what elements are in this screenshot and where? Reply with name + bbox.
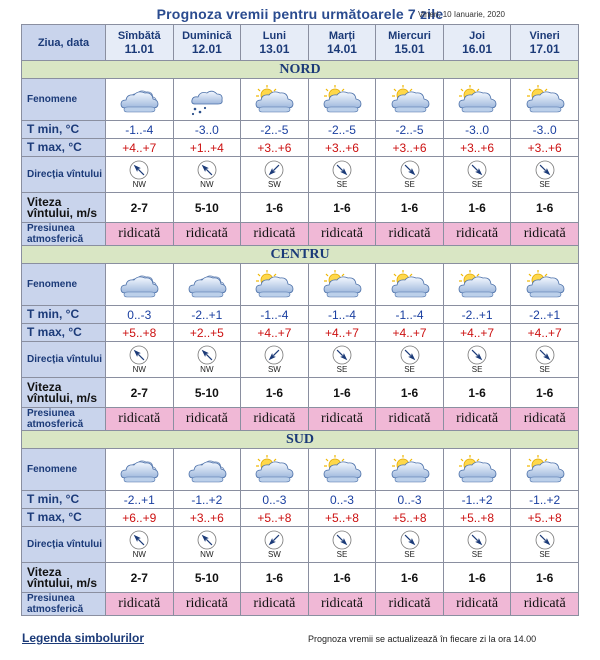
tmin-value: -3..0 [443, 121, 511, 139]
tmax-value: +6..+9 [106, 509, 174, 527]
wind-arrow-icon [332, 160, 352, 180]
wind-direction-cell [308, 527, 376, 563]
partly-cloudy-icon [455, 454, 499, 486]
day-header [173, 25, 241, 61]
row-label-tmax: T max, °C [22, 324, 106, 342]
tmax-value: +3..+6 [308, 139, 376, 157]
wind-speed-value: 5-10 [173, 563, 241, 593]
wind-speed-value: 1-6 [511, 193, 579, 223]
cloudy-icon [185, 454, 229, 486]
partly-cloudy-icon [320, 269, 364, 301]
region-row-nord [22, 61, 579, 79]
wind-arrow-icon [400, 530, 420, 550]
pressure-value: ridicată [376, 593, 444, 616]
day-date: 17.01 [529, 41, 560, 56]
day-header [511, 25, 579, 61]
row-viteza [22, 563, 579, 593]
wind-direction-text: NW [132, 365, 146, 374]
row-presiunea [22, 593, 579, 616]
partly-cloudy-icon [252, 269, 296, 301]
wind-arrow-icon [400, 160, 420, 180]
day-date: 12.01 [191, 41, 222, 56]
tmax-value: +2..+5 [173, 324, 241, 342]
weather-cell [106, 449, 174, 491]
day-date: 15.01 [394, 41, 425, 56]
wind-direction-cell [376, 527, 444, 563]
wind-direction-cell [173, 527, 241, 563]
weather-cell [511, 79, 579, 121]
wind-direction-text: SE [539, 365, 551, 374]
row-label-presiunea: Presiunea atmosferică [22, 593, 106, 616]
weather-cell [376, 449, 444, 491]
wind-direction-cell [511, 157, 579, 193]
wind-speed-value: 1-6 [376, 378, 444, 408]
wind-direction-text: SE [404, 180, 415, 189]
wind-direction-text: SE [404, 365, 415, 374]
tmin-value: 0..-3 [308, 491, 376, 509]
row-label-directia: Direcția vîntului [22, 342, 106, 378]
wind-arrow-icon [264, 530, 284, 550]
weather-cell [173, 264, 241, 306]
weather-cell [308, 79, 376, 121]
row-fenomene [22, 79, 579, 121]
tmin-value: -2..+1 [106, 491, 174, 509]
region-row-centru [22, 246, 579, 264]
partly-cloudy-icon [523, 84, 567, 116]
wind-arrow-icon [535, 160, 555, 180]
row-label-tmin: T min, °C [22, 121, 106, 139]
tmax-value: +5..+8 [308, 509, 376, 527]
tmin-value: -1..+2 [511, 491, 579, 509]
day-date: 11.01 [124, 41, 154, 56]
partly-cloudy-icon [252, 84, 296, 116]
tmax-value: +5..+8 [241, 509, 309, 527]
pressure-value: ridicată [511, 408, 579, 431]
wind-speed-value: 1-6 [443, 378, 511, 408]
wind-direction-text: SW [267, 550, 281, 559]
wind-direction-text: SE [539, 550, 551, 559]
weather-cell [173, 449, 241, 491]
days-header-row [22, 25, 579, 61]
tmin-value: -2..-5 [376, 121, 444, 139]
tmax-value: +4..+7 [308, 324, 376, 342]
region-name: SUD [22, 431, 579, 449]
wind-arrow-icon [467, 345, 487, 365]
row-label-presiunea: Presiunea atmosferică [22, 223, 106, 246]
row-label-viteza: Viteza vîntului, m/s [22, 378, 106, 408]
day-name: Luni [262, 29, 287, 42]
row-directia [22, 157, 579, 193]
wind-speed-value: 1-6 [308, 563, 376, 593]
day-name: Miercuri [388, 29, 431, 42]
wind-speed-value: 1-6 [241, 193, 309, 223]
row-tmin [22, 121, 579, 139]
wind-direction-text: NW [132, 180, 146, 189]
pressure-value: ridicată [241, 223, 309, 246]
row-label-fenomene: Fenomene [22, 79, 106, 121]
pressure-value: ridicată [376, 223, 444, 246]
partly-cloudy-icon [320, 454, 364, 486]
day-name: Marți [328, 29, 356, 42]
region-row-sud [22, 431, 579, 449]
partly-cloudy-icon [455, 84, 499, 116]
wind-direction-cell [106, 342, 174, 378]
tmax-value: +4..+7 [511, 324, 579, 342]
weather-cell [106, 79, 174, 121]
weather-cell [308, 264, 376, 306]
page-title: Prognoza vremii pentru următoarele 7 zile [156, 6, 444, 22]
wind-speed-value: 1-6 [511, 378, 579, 408]
partly-cloudy-icon [320, 84, 364, 116]
partly-cloudy-icon [388, 454, 432, 486]
pressure-value: ridicată [173, 408, 241, 431]
wind-arrow-icon [467, 160, 487, 180]
day-header [241, 25, 309, 61]
pressure-value: ridicată [106, 223, 174, 246]
tmin-value: -2..-5 [308, 121, 376, 139]
tmax-value: +3..+6 [443, 139, 511, 157]
wind-direction-text: SE [336, 180, 348, 189]
tmin-value: -1..-4 [376, 306, 444, 324]
region-name: CENTRU [22, 246, 579, 264]
day-header [376, 25, 444, 61]
weather-cell [241, 449, 309, 491]
wind-arrow-icon [129, 160, 149, 180]
row-viteza [22, 378, 579, 408]
row-directia [22, 342, 579, 378]
pressure-value: ridicată [173, 593, 241, 616]
weather-cell [241, 264, 309, 306]
wind-direction-text: SE [404, 550, 415, 559]
pressure-value: ridicată [308, 408, 376, 431]
row-presiunea [22, 223, 579, 246]
wind-speed-value: 1-6 [376, 563, 444, 593]
row-label-tmin: T min, °C [22, 306, 106, 324]
tmax-value: +5..+8 [511, 509, 579, 527]
tmin-value: -2..-5 [241, 121, 309, 139]
tmax-value: +5..+8 [443, 509, 511, 527]
row-tmin [22, 306, 579, 324]
day-header [308, 25, 376, 61]
tmin-value: 0..-3 [241, 491, 309, 509]
row-viteza [22, 193, 579, 223]
wind-speed-value: 2-7 [106, 378, 174, 408]
wind-direction-cell [241, 527, 309, 563]
wind-arrow-icon [197, 530, 217, 550]
wind-speed-value: 2-7 [106, 193, 174, 223]
tmin-value: -2..+1 [511, 306, 579, 324]
pressure-value: ridicată [443, 593, 511, 616]
pressure-value: ridicată [173, 223, 241, 246]
tmin-value: -3..0 [511, 121, 579, 139]
wind-arrow-icon [197, 160, 217, 180]
wind-direction-cell [308, 342, 376, 378]
tmax-value: +5..+8 [106, 324, 174, 342]
wind-direction-text: SE [471, 550, 483, 559]
wind-speed-value: 2-7 [106, 563, 174, 593]
wind-direction-cell [443, 157, 511, 193]
wind-direction-text: NW [132, 550, 146, 559]
wind-direction-text: SW [267, 180, 281, 189]
region-name: NORD [22, 61, 579, 79]
cloudy-icon [117, 454, 161, 486]
tmin-value: -1..-4 [106, 121, 174, 139]
current-date: Vineri, 10 Ianuarie, 2020 [417, 10, 505, 19]
tmax-value: +4..+7 [241, 324, 309, 342]
pressure-value: ridicată [241, 593, 309, 616]
wind-arrow-icon [197, 345, 217, 365]
row-tmax [22, 509, 579, 527]
wind-direction-text: NW [200, 550, 214, 559]
partly-cloudy-icon [252, 454, 296, 486]
weather-cell [106, 264, 174, 306]
wind-arrow-icon [129, 345, 149, 365]
tmax-value: +4..+7 [106, 139, 174, 157]
wind-direction-cell [106, 157, 174, 193]
weather-cell [308, 449, 376, 491]
row-label-directia: Direcția vîntului [22, 157, 106, 193]
day-date: 14.01 [326, 41, 357, 56]
row-fenomene [22, 264, 579, 306]
wind-direction-cell [173, 342, 241, 378]
weather-cell [443, 264, 511, 306]
day-name: Sîmbătă [117, 29, 161, 42]
tmin-value: -1..-4 [308, 306, 376, 324]
row-tmax [22, 139, 579, 157]
weather-cell [241, 79, 309, 121]
row-label-directia: Direcția vîntului [22, 527, 106, 563]
wind-direction-text: SE [539, 180, 551, 189]
wind-speed-value: 1-6 [308, 193, 376, 223]
legend-link[interactable]: Legenda simbolurilor [22, 631, 145, 645]
wind-arrow-icon [535, 530, 555, 550]
cloudy-icon [117, 84, 161, 116]
wind-arrow-icon [535, 345, 555, 365]
row-label-fenomene: Fenomene [22, 264, 106, 306]
day-name: Duminică [182, 29, 232, 42]
wind-direction-cell [376, 342, 444, 378]
row-label-fenomene: Fenomene [22, 449, 106, 491]
tmax-value: +4..+7 [376, 324, 444, 342]
cloudy-icon [185, 269, 229, 301]
day-header [106, 25, 174, 61]
forecast-table [21, 24, 579, 616]
wind-direction-text: NW [200, 365, 214, 374]
pressure-value: ridicată [241, 408, 309, 431]
weather-cell [376, 264, 444, 306]
tmax-value: +1..+4 [173, 139, 241, 157]
row-label-presiunea: Presiunea atmosferică [22, 408, 106, 431]
tmax-value: +5..+8 [376, 509, 444, 527]
pressure-value: ridicată [308, 223, 376, 246]
weather-cell [511, 449, 579, 491]
day-date: 13.01 [259, 41, 290, 56]
day-name: Vineri [529, 29, 560, 42]
tmax-value: +4..+7 [443, 324, 511, 342]
wind-direction-cell [376, 157, 444, 193]
weather-cell [511, 264, 579, 306]
wind-direction-cell [511, 527, 579, 563]
wind-direction-text: SE [336, 365, 348, 374]
tmin-value: -1..+2 [443, 491, 511, 509]
wind-speed-value: 1-6 [241, 563, 309, 593]
tmax-value: +3..+6 [173, 509, 241, 527]
wind-arrow-icon [129, 530, 149, 550]
pressure-value: ridicată [308, 593, 376, 616]
snow-cloud-icon [185, 84, 229, 116]
weather-cell [443, 449, 511, 491]
wind-arrow-icon [400, 345, 420, 365]
day-header [443, 25, 511, 61]
tmax-value: +3..+6 [241, 139, 309, 157]
tmin-value: -2..+1 [443, 306, 511, 324]
wind-arrow-icon [332, 530, 352, 550]
wind-speed-value: 1-6 [308, 378, 376, 408]
wind-arrow-icon [467, 530, 487, 550]
tmin-value: -1..+2 [173, 491, 241, 509]
pressure-value: ridicată [106, 593, 174, 616]
row-label-tmax: T max, °C [22, 509, 106, 527]
wind-direction-cell [106, 527, 174, 563]
row-label-viteza: Viteza vîntului, m/s [22, 563, 106, 593]
wind-direction-cell [443, 342, 511, 378]
row-label-tmin: T min, °C [22, 491, 106, 509]
wind-speed-value: 1-6 [241, 378, 309, 408]
tmin-value: 0..-3 [106, 306, 174, 324]
wind-direction-cell [173, 157, 241, 193]
tmin-value: -3..0 [173, 121, 241, 139]
update-note: Prognoza vremii se actualizează în fiecare zi la ora 14.00 [308, 634, 537, 644]
pressure-value: ridicată [106, 408, 174, 431]
wind-direction-text: SE [336, 550, 348, 559]
row-label-tmax: T max, °C [22, 139, 106, 157]
weather-cell [173, 79, 241, 121]
wind-direction-text: SE [471, 180, 483, 189]
wind-direction-cell [443, 527, 511, 563]
row-fenomene [22, 449, 579, 491]
wind-arrow-icon [264, 345, 284, 365]
wind-direction-cell [511, 342, 579, 378]
page-header [0, 6, 600, 24]
wind-speed-value: 5-10 [173, 378, 241, 408]
tmax-value: +3..+6 [511, 139, 579, 157]
wind-speed-value: 1-6 [511, 563, 579, 593]
wind-speed-value: 5-10 [173, 193, 241, 223]
cloudy-icon [117, 269, 161, 301]
row-presiunea [22, 408, 579, 431]
pressure-value: ridicată [376, 408, 444, 431]
wind-speed-value: 1-6 [443, 563, 511, 593]
wind-arrow-icon [264, 160, 284, 180]
wind-direction-cell [308, 157, 376, 193]
partly-cloudy-icon [523, 269, 567, 301]
day-name: Joi [469, 29, 486, 42]
row-tmin [22, 491, 579, 509]
partly-cloudy-icon [388, 84, 432, 116]
tmin-value: -2..+1 [173, 306, 241, 324]
partly-cloudy-icon [388, 269, 432, 301]
pressure-value: ridicată [443, 223, 511, 246]
wind-speed-value: 1-6 [443, 193, 511, 223]
wind-direction-cell [241, 157, 309, 193]
day-date: 16.01 [462, 41, 493, 56]
pressure-value: ridicată [511, 223, 579, 246]
tmax-value: +3..+6 [376, 139, 444, 157]
partly-cloudy-icon [455, 269, 499, 301]
partly-cloudy-icon [523, 454, 567, 486]
row-tmax [22, 324, 579, 342]
wind-direction-text: NW [200, 180, 214, 189]
weather-cell [443, 79, 511, 121]
wind-direction-cell [241, 342, 309, 378]
weather-cell [376, 79, 444, 121]
wind-speed-value: 1-6 [376, 193, 444, 223]
pressure-value: ridicată [511, 593, 579, 616]
wind-direction-text: SW [267, 365, 281, 374]
row-directia [22, 527, 579, 563]
pressure-value: ridicată [443, 408, 511, 431]
wind-direction-text: SE [471, 365, 483, 374]
wind-arrow-icon [332, 345, 352, 365]
header-label: Ziua, data [22, 25, 106, 61]
tmin-value: 0..-3 [376, 491, 444, 509]
row-label-viteza: Viteza vîntului, m/s [22, 193, 106, 223]
tmin-value: -1..-4 [241, 306, 309, 324]
